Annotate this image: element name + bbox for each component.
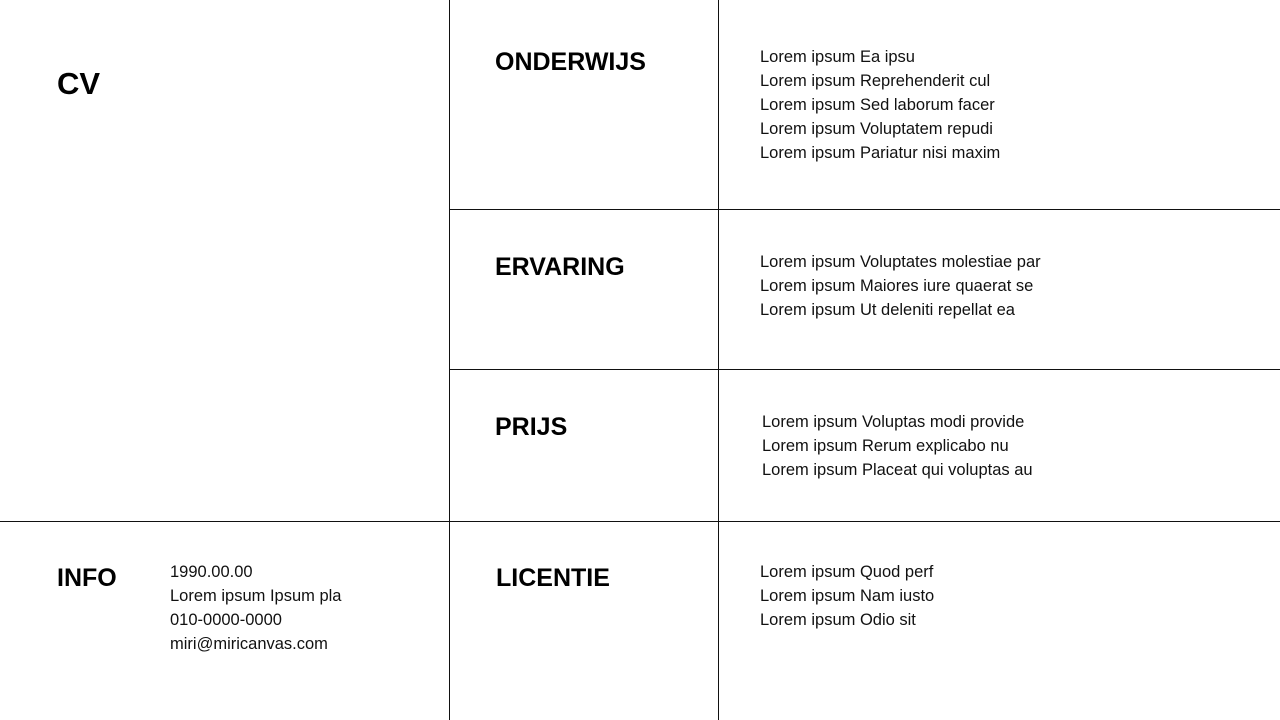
list-item: Lorem ipsum Voluptas modi provide [762, 413, 1025, 431]
list-item: Lorem ipsum Sed laborum facer [760, 96, 995, 114]
list-item: Lorem ipsum Odio sit [760, 611, 916, 629]
section-heading-licentie: LICENTIE [496, 564, 610, 592]
divider-horizontal-2 [449, 369, 1280, 370]
section-heading-prijs: PRIJS [495, 413, 568, 441]
list-item: Lorem ipsum Voluptates molestiae par [760, 253, 1041, 271]
birthdate: 1990.00.00 [170, 563, 253, 581]
divider-horizontal-1 [449, 209, 1280, 210]
divider-vertical-right [718, 0, 719, 720]
list-item: Lorem ipsum Nam iusto [760, 587, 935, 605]
section-heading-ervaring: ERVARING [495, 253, 625, 281]
list-item: Lorem ipsum Reprehenderit cul [760, 72, 991, 90]
list-item: Lorem ipsum Voluptatem repudi [760, 120, 993, 138]
list-item: Lorem ipsum Quod perf [760, 563, 934, 581]
divider-horizontal-3 [0, 521, 1280, 522]
licentie-list [760, 560, 934, 632]
list-item: Lorem ipsum Ut deleniti repellat ea [760, 301, 1015, 319]
section-heading-onderwijs: ONDERWIJS [495, 48, 646, 76]
info-list [170, 560, 342, 656]
onderwijs-list [760, 45, 1000, 165]
address: Lorem ipsum Ipsum pla [170, 587, 342, 605]
page-title: CV [57, 66, 101, 101]
list-item: Lorem ipsum Pariatur nisi maxim [760, 144, 1001, 162]
phone-number: 010-0000-0000 [170, 611, 282, 629]
email-address: miri@miricanvas.com [170, 635, 328, 653]
prijs-list [762, 410, 1033, 482]
list-item: Lorem ipsum Placeat qui voluptas au [762, 461, 1033, 479]
ervaring-list [760, 250, 1041, 322]
list-item: Lorem ipsum Maiores iure quaerat se [760, 277, 1034, 295]
list-item: Lorem ipsum Rerum explicabo nu [762, 437, 1009, 455]
divider-vertical-left [449, 0, 450, 720]
section-heading-info: INFO [57, 564, 117, 592]
list-item: Lorem ipsum Ea ipsu [760, 48, 915, 66]
